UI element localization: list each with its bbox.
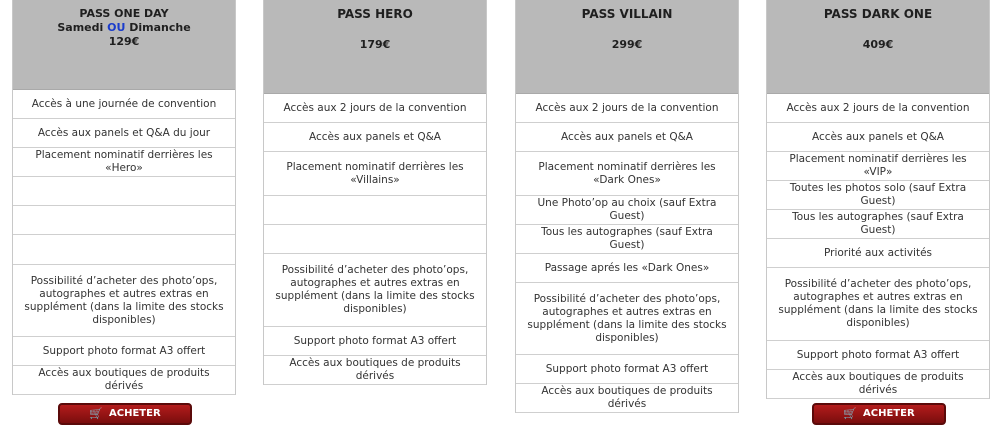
feature-row: Possibilité d’acheter des photo’ops, autographes et autres extras en supplément (dans la limite des stocks disponibles): [264, 254, 486, 327]
feature-row: Accès aux panels et Q&A: [516, 123, 738, 152]
feature-row: Placement nominatif derrières les «Villains»: [264, 152, 486, 196]
feature-row: Accès aux 2 jours de la convention: [264, 94, 486, 123]
feature-row: Accès à une journée de convention: [13, 90, 235, 119]
feature-row-empty: [13, 206, 235, 235]
pass-header: [264, 0, 486, 94]
feature-row: Une Photo’op au choix (sauf Extra Guest): [516, 196, 738, 225]
feature-row: Passage aprés les «Dark Ones»: [516, 254, 738, 283]
feature-row-empty: [264, 225, 486, 254]
pass-days: [13, 21, 235, 35]
feature-row: Support photo format A3 offert: [264, 327, 486, 356]
feature-row: Accès aux 2 jours de la convention: [767, 94, 989, 123]
buy-label: ACHETER: [109, 408, 161, 419]
feature-row: Placement nominatif derrières les «VIP»: [767, 152, 989, 181]
feature-row: Placement nominatif derrières les «Dark Ones»: [516, 152, 738, 196]
pass-price: 299€: [611, 38, 643, 51]
pass-price: 129€: [108, 35, 140, 48]
feature-row: Tous les autographes (sauf Extra Guest): [767, 210, 989, 239]
pass-name: PASS HERO: [337, 7, 413, 21]
feature-row-empty: [13, 235, 235, 265]
pass-hero-column: [263, 0, 487, 385]
feature-row: Accès aux boutiques de produits dérivés: [264, 356, 486, 385]
pass-day-saturday: Samedi: [57, 21, 108, 34]
pass-dark-one-column: [766, 0, 990, 399]
feature-row-empty: [13, 177, 235, 206]
feature-row: Support photo format A3 offert: [767, 341, 989, 370]
feature-row: Support photo format A3 offert: [13, 337, 235, 366]
feature-row: Toutes les photos solo (sauf Extra Guest): [767, 181, 989, 210]
pass-days-or: OU: [107, 21, 126, 34]
pass-villain-column: [515, 0, 739, 413]
cart-icon: 🛒: [89, 407, 104, 420]
pass-name: PASS VILLAIN: [581, 7, 673, 21]
feature-row: Possibilité d’acheter des photo’ops, autographes et autres extras en supplément (dans la limite des stocks disponibles): [13, 265, 235, 337]
pass-price: 409€: [862, 38, 894, 51]
pass-price: 179€: [359, 38, 391, 51]
cart-icon: 🛒: [843, 407, 858, 420]
pass-name: PASS ONE DAY: [79, 7, 169, 20]
feature-row: Placement nominatif derrières les «Hero»: [13, 148, 235, 177]
pass-header: [767, 0, 989, 94]
pass-day-sunday: Dimanche: [125, 21, 191, 34]
feature-row: Tous les autographes (sauf Extra Guest): [516, 225, 738, 254]
feature-row: Accès aux 2 jours de la convention: [516, 94, 738, 123]
pass-name: PASS DARK ONE: [823, 7, 933, 21]
feature-row: Accès aux boutiques de produits dérivés: [767, 370, 989, 399]
feature-row-empty: [264, 196, 486, 225]
feature-row: Possibilité d’acheter des photo’ops, autographes et autres extras en supplément (dans la limite des stocks disponibles): [516, 283, 738, 355]
pass-one-day-column: [12, 0, 236, 395]
feature-row: Accès aux panels et Q&A du jour: [13, 119, 235, 148]
feature-row: Accès aux boutiques de produits dérivés: [13, 366, 235, 395]
pass-header: [13, 0, 235, 90]
buy-pass-one-day-button[interactable]: [58, 403, 192, 425]
buy-pass-dark-one-button[interactable]: [812, 403, 946, 425]
buy-label: ACHETER: [863, 408, 915, 419]
feature-row: Priorité aux activités: [767, 239, 989, 268]
feature-row: Accès aux panels et Q&A: [767, 123, 989, 152]
feature-row: Accès aux panels et Q&A: [264, 123, 486, 152]
feature-row: Possibilité d’acheter des photo’ops, autographes et autres extras en supplément (dans la limite des stocks disponibles): [767, 268, 989, 341]
feature-row: Accès aux boutiques de produits dérivés: [516, 384, 738, 413]
feature-row: Support photo format A3 offert: [516, 355, 738, 384]
pass-header: [516, 0, 738, 94]
